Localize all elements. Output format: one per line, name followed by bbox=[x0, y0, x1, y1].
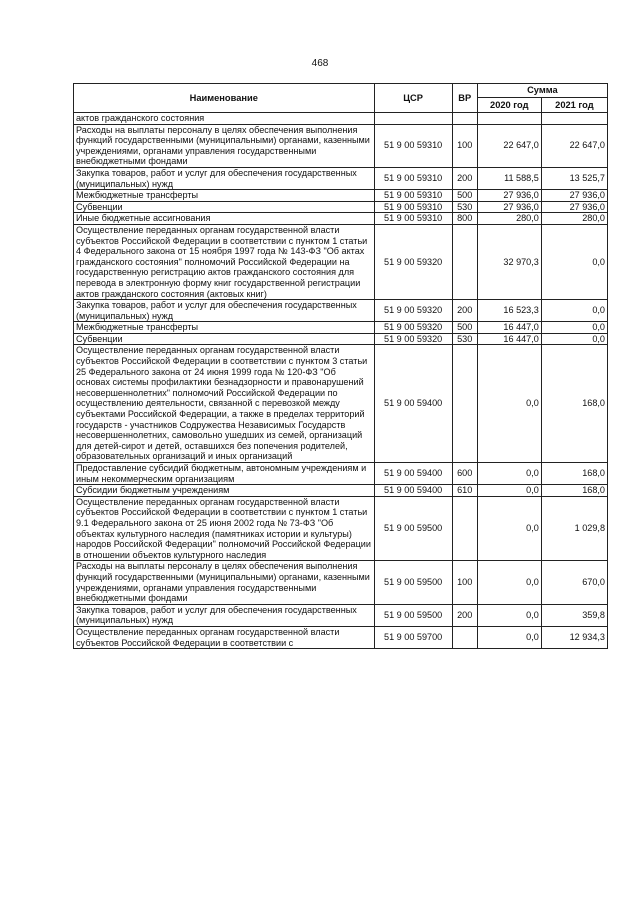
row-csr: 51 9 00 59310 bbox=[374, 124, 452, 167]
row-csr: 51 9 00 59310 bbox=[374, 213, 452, 225]
row-vr bbox=[452, 224, 477, 299]
row-sum-2020: 27 936,0 bbox=[477, 201, 541, 213]
header-vr: ВР bbox=[452, 84, 477, 113]
row-sum-2020: 27 936,0 bbox=[477, 190, 541, 202]
row-sum-2020: 0,0 bbox=[477, 496, 541, 561]
row-vr: 500 bbox=[452, 322, 477, 334]
row-name: актов гражданского состояния bbox=[74, 113, 375, 125]
row-sum-2020: 0,0 bbox=[477, 345, 541, 463]
table-row bbox=[74, 190, 608, 202]
row-sum-2020: 0,0 bbox=[477, 485, 541, 497]
row-csr: 51 9 00 59320 bbox=[374, 224, 452, 299]
row-name: Осуществление переданных органам государственной власти субъектов Российской Федерации в соответствии с пунктом 3 статьи 25 Федерального закона от 24 июня 1999 года № 120-ФЗ "Об основах системы профилактики безнадзорности и правонарушений несовершеннолетних" полномочий Российской Федерации по осуществлению деятельности, связанной с перевозкой между субъектами Российской Федерации, а также в пределах территорий государств - участников Содружества Независимых Государств несовершеннолетних, самовольно ушедших из семей, организаций для детей-сирот и детей, оставшихся без попечения родителей, образовательных организаций и иных организаций bbox=[74, 345, 375, 463]
table-row bbox=[74, 201, 608, 213]
row-sum-2020: 16 523,3 bbox=[477, 300, 541, 322]
row-vr bbox=[452, 345, 477, 463]
header-csr: ЦСР bbox=[374, 84, 452, 113]
table-row bbox=[74, 496, 608, 561]
row-name: Субсидии бюджетным учреждениям bbox=[74, 485, 375, 497]
row-csr: 51 9 00 59320 bbox=[374, 300, 452, 322]
row-sum-2021: 280,0 bbox=[541, 213, 607, 225]
row-sum-2021: 12 934,3 bbox=[541, 626, 607, 648]
header-2021: 2021 год bbox=[541, 98, 607, 113]
row-sum-2021: 0,0 bbox=[541, 224, 607, 299]
row-sum-2020: 22 647,0 bbox=[477, 124, 541, 167]
row-sum-2021: 27 936,0 bbox=[541, 190, 607, 202]
row-sum-2020: 32 970,3 bbox=[477, 224, 541, 299]
row-vr: 100 bbox=[452, 561, 477, 604]
row-sum-2021: 168,0 bbox=[541, 485, 607, 497]
row-sum-2020: 280,0 bbox=[477, 213, 541, 225]
row-vr: 530 bbox=[452, 201, 477, 213]
row-vr: 500 bbox=[452, 190, 477, 202]
row-csr bbox=[374, 113, 452, 125]
table-body bbox=[74, 113, 608, 649]
table-row bbox=[74, 300, 608, 322]
table-row bbox=[74, 345, 608, 463]
row-csr: 51 9 00 59500 bbox=[374, 604, 452, 626]
table-row bbox=[74, 224, 608, 299]
row-name: Субвенции bbox=[74, 201, 375, 213]
row-name: Субвенции bbox=[74, 333, 375, 345]
row-vr: 530 bbox=[452, 333, 477, 345]
table-row bbox=[74, 124, 608, 167]
row-csr: 51 9 00 59400 bbox=[374, 485, 452, 497]
row-csr: 51 9 00 59310 bbox=[374, 190, 452, 202]
row-vr: 800 bbox=[452, 213, 477, 225]
row-sum-2020: 11 588,5 bbox=[477, 167, 541, 189]
table-row bbox=[74, 322, 608, 334]
table-row bbox=[74, 626, 608, 648]
row-name: Осуществление переданных органам государственной власти субъектов Российской Федерации в соответствии с пунктом 1 статьи 9.1 Федерального закона от 25 июня 2002 года № 73-ФЗ "Об объектах культурного наследия (памятниках истории и культуры) народов Российской Федерации" полномочий Российской Федерации в отношении объектов культурного наследия bbox=[74, 496, 375, 561]
row-sum-2021: 22 647,0 bbox=[541, 124, 607, 167]
table-row bbox=[74, 485, 608, 497]
row-sum-2021: 0,0 bbox=[541, 333, 607, 345]
row-name: Расходы на выплаты персоналу в целях обеспечения выполнения функций государственными (муниципальными) органами, казенными учреждениями, органами управления государственными внебюджетными фондами bbox=[74, 561, 375, 604]
row-vr: 200 bbox=[452, 167, 477, 189]
row-sum-2021: 1 029,8 bbox=[541, 496, 607, 561]
row-name: Осуществление переданных органам государственной власти субъектов Российской Федерации в соответствии с bbox=[74, 626, 375, 648]
row-name: Осуществление переданных органам государственной власти субъектов Российской Федерации в соответствии с пунктом 1 статьи 4 Федерального закона от 15 ноября 1997 года № 143-ФЗ "Об актах гражданского состояния" полномочий Российской Федерации на государственную регистрацию актов гражданского состояния для перевода в электронную форму книг государственной регистрации актов гражданского состояния (актовых книг) bbox=[74, 224, 375, 299]
row-sum-2021: 670,0 bbox=[541, 561, 607, 604]
row-csr: 51 9 00 59320 bbox=[374, 333, 452, 345]
row-name: Межбюджетные трансферты bbox=[74, 190, 375, 202]
row-sum-2020: 0,0 bbox=[477, 604, 541, 626]
row-sum-2020: 0,0 bbox=[477, 463, 541, 485]
row-vr: 100 bbox=[452, 124, 477, 167]
row-csr: 51 9 00 59310 bbox=[374, 201, 452, 213]
row-sum-2021: 27 936,0 bbox=[541, 201, 607, 213]
row-sum-2020: 0,0 bbox=[477, 626, 541, 648]
row-sum-2020: 0,0 bbox=[477, 561, 541, 604]
table-row bbox=[74, 213, 608, 225]
row-sum-2020: 16 447,0 bbox=[477, 333, 541, 345]
row-name: Закупка товаров, работ и услуг для обеспечения государственных (муниципальных) нужд bbox=[74, 604, 375, 626]
row-csr: 51 9 00 59500 bbox=[374, 561, 452, 604]
table-row bbox=[74, 167, 608, 189]
row-name: Иные бюджетные ассигнования bbox=[74, 213, 375, 225]
row-name: Расходы на выплаты персоналу в целях обеспечения выполнения функций государственными (муниципальными) органами, казенными учреждениями, органами управления государственными внебюджетными фондами bbox=[74, 124, 375, 167]
table-row bbox=[74, 333, 608, 345]
row-sum-2021: 13 525,7 bbox=[541, 167, 607, 189]
row-name: Закупка товаров, работ и услуг для обеспечения государственных (муниципальных) нужд bbox=[74, 167, 375, 189]
header-2020: 2020 год bbox=[477, 98, 541, 113]
row-name: Межбюджетные трансферты bbox=[74, 322, 375, 334]
row-csr: 51 9 00 59500 bbox=[374, 496, 452, 561]
row-csr: 51 9 00 59400 bbox=[374, 345, 452, 463]
row-csr: 51 9 00 59700 bbox=[374, 626, 452, 648]
row-sum-2021: 359,8 bbox=[541, 604, 607, 626]
row-vr: 610 bbox=[452, 485, 477, 497]
row-vr bbox=[452, 113, 477, 125]
table-row bbox=[74, 604, 608, 626]
row-vr bbox=[452, 626, 477, 648]
row-vr: 200 bbox=[452, 300, 477, 322]
row-sum-2021 bbox=[541, 113, 607, 125]
table-row bbox=[74, 113, 608, 125]
budget-table bbox=[73, 83, 608, 649]
row-sum-2020: 16 447,0 bbox=[477, 322, 541, 334]
row-sum-2021: 168,0 bbox=[541, 345, 607, 463]
row-sum-2020 bbox=[477, 113, 541, 125]
row-vr: 200 bbox=[452, 604, 477, 626]
row-name: Предоставление субсидий бюджетным, автономным учреждениям и иным некоммерческим организациям bbox=[74, 463, 375, 485]
row-csr: 51 9 00 59320 bbox=[374, 322, 452, 334]
row-sum-2021: 168,0 bbox=[541, 463, 607, 485]
table-row bbox=[74, 463, 608, 485]
row-csr: 51 9 00 59400 bbox=[374, 463, 452, 485]
header-name: Наименование bbox=[74, 84, 375, 113]
row-name: Закупка товаров, работ и услуг для обеспечения государственных (муниципальных) нужд bbox=[74, 300, 375, 322]
row-vr bbox=[452, 496, 477, 561]
row-csr: 51 9 00 59310 bbox=[374, 167, 452, 189]
page-number: 468 bbox=[311, 58, 329, 69]
table-header bbox=[74, 84, 608, 113]
row-vr: 600 bbox=[452, 463, 477, 485]
row-sum-2021: 0,0 bbox=[541, 300, 607, 322]
row-sum-2021: 0,0 bbox=[541, 322, 607, 334]
table-row bbox=[74, 561, 608, 604]
header-sum: Сумма bbox=[477, 84, 607, 98]
